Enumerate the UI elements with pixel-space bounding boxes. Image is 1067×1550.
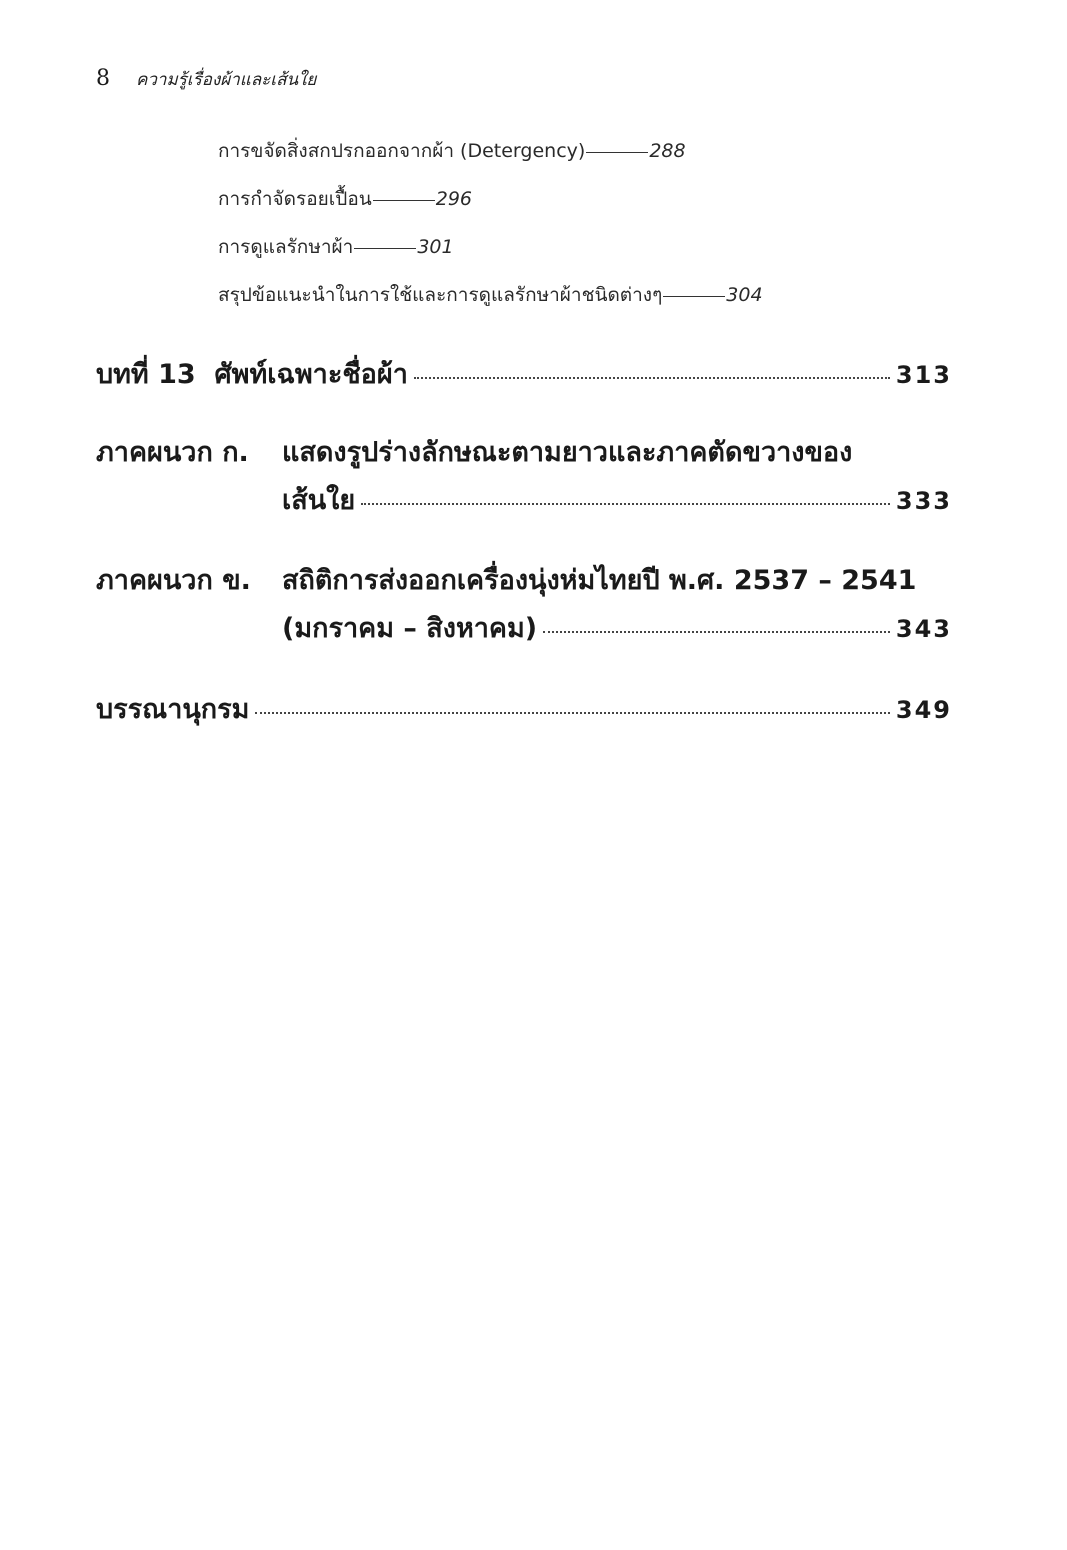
sub-entry-title: สรุปข้อแนะนำในการใช้และการดูแลรักษาผ้าชนิดต่างๆ [218,284,663,306]
page-number: 8 [96,66,110,91]
toc-entry-appendix-b[interactable] [96,558,952,649]
chapter-page: 313 [895,361,952,389]
leader-line [586,151,648,153]
appendix-title-line-2: เส้นใย [282,485,356,516]
page-header [96,66,316,93]
appendix-title-line-1: สถิติการส่งออกเครื่องนุ่งห่มไทยปี พ.ศ. 2537 – 2541 [282,565,917,596]
toc-entry-appendix-a[interactable] [96,430,952,521]
toc-entry-chapter-13[interactable] [96,352,952,395]
sub-entry-page: 296 [435,188,472,210]
chapter-prefix: บทที่ 13 [96,359,196,390]
sub-entry-title: การขจัดสิ่งสกปรกออกจากผ้า (Detergency) [218,140,586,162]
running-title: ความรู้เรื่องผ้าและเส้นใย [136,70,317,90]
appendix-page: 333 [895,487,952,515]
toc-sub-entry[interactable] [218,134,763,182]
bibliography-page: 349 [895,696,952,724]
chapter-title: ศัพท์เฉพาะชื่อผ้า [214,359,408,390]
sub-entry-page: 301 [417,236,454,258]
appendix-title-line-2: (มกราคม – สิงหาคม) [282,613,538,644]
sub-entry-page: 288 [649,140,686,162]
dot-leader [361,502,890,505]
appendix-prefix: ภาคผนวก ก. [96,437,249,468]
leader-line [373,199,435,201]
leader-line [663,295,725,297]
toc-sub-entry[interactable] [218,278,763,326]
toc-entry-bibliography[interactable] [96,687,952,730]
appendix-prefix: ภาคผนวก ข. [96,565,251,596]
dot-leader [543,630,890,633]
sub-entry-page: 304 [726,284,763,306]
dot-leader [414,376,890,379]
appendix-page: 343 [895,615,952,643]
sub-entry-title: การดูแลรักษาผ้า [218,236,354,258]
toc-sub-entry[interactable] [218,230,763,278]
toc-sub-entry[interactable] [218,182,763,230]
bibliography-title: บรรณานุกรม [96,694,250,725]
leader-line [354,247,416,249]
dot-leader [255,711,889,714]
sub-entry-list [218,134,763,326]
appendix-title-line-1: แสดงรูปร่างลักษณะตามยาวและภาคตัดขวางของ [282,437,853,468]
sub-entry-title: การกำจัดรอยเปื้อน [218,188,372,210]
